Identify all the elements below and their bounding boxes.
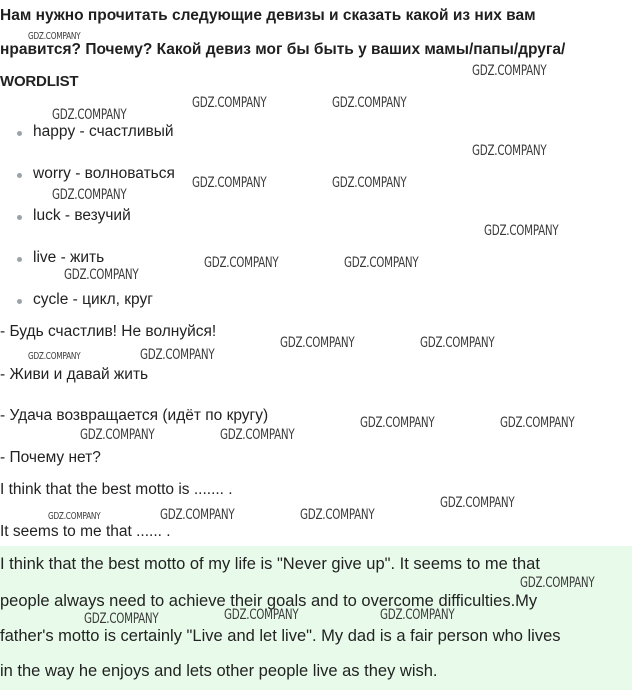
watermark: GDZ.COMPANY	[160, 507, 235, 523]
watermark: GDZ.COMPANY	[500, 415, 575, 431]
answer-line: people always need to achieve their goals and to overcome difficulties.My	[0, 592, 538, 610]
watermark: GDZ.COMPANY	[484, 223, 559, 239]
answer-line: father's motto is certainly "Live and let live". My dad is a fair person who lives	[0, 627, 561, 645]
question-line-2: нравится? Почему? Какой девиз мог бы быть у ваших мамы/папы/друга/	[0, 41, 566, 58]
watermark: GDZ.COMPANY	[472, 143, 547, 159]
watermark: GDZ.COMPANY	[360, 415, 435, 431]
motto-line: - Удача возвращается (идёт по кругу)	[0, 407, 269, 424]
watermark: GDZ.COMPANY	[520, 575, 595, 591]
watermark: GDZ.COMPANY	[344, 255, 419, 271]
wordlist-item: worry - волноваться	[33, 165, 175, 182]
bullet-icon	[17, 131, 22, 136]
watermark: GDZ.COMPANY	[64, 267, 139, 283]
watermark: GDZ.COMPANY	[380, 607, 455, 623]
watermark: GDZ.COMPANY	[192, 95, 267, 111]
bullet-icon	[17, 173, 22, 178]
motto-line: - Живи и давай жить	[0, 366, 149, 383]
motto-line: - Почему нет?	[0, 449, 101, 466]
watermark: GDZ.COMPANY	[220, 427, 295, 443]
watermark: GDZ.COMPANY	[280, 335, 355, 351]
motto-line: - Будь счастлив! Не волнуйся!	[0, 323, 217, 340]
wordlist-item: live - жить	[33, 249, 105, 266]
watermark: GDZ.COMPANY	[332, 175, 407, 191]
question-line-1: Нам нужно прочитать следующие девизы и сказать какой из них вам	[0, 7, 536, 24]
watermark: GDZ.COMPANY	[224, 607, 299, 623]
wordlist-heading: WORDLIST	[0, 73, 79, 90]
watermark: GDZ.COMPANY	[84, 611, 159, 627]
watermark: GDZ.COMPANY	[52, 187, 127, 203]
wordlist-item: cycle - цикл, круг	[33, 291, 153, 308]
watermark: GDZ.COMPANY	[332, 95, 407, 111]
watermark: GDZ.COMPANY	[204, 255, 279, 271]
watermark: GDZ.COMPANY	[48, 511, 101, 522]
watermark: GDZ.COMPANY	[440, 495, 515, 511]
watermark: GDZ.COMPANY	[300, 507, 375, 523]
watermark: GDZ.COMPANY	[28, 31, 81, 42]
watermark: GDZ.COMPANY	[28, 351, 81, 362]
watermark: GDZ.COMPANY	[140, 347, 215, 363]
watermark: GDZ.COMPANY	[52, 107, 127, 123]
wordlist-item: luck - везучий	[33, 207, 131, 224]
bullet-icon	[17, 299, 22, 304]
watermark: GDZ.COMPANY	[472, 63, 547, 79]
answer-line: I think that the best motto of my life is "Never give up". It seems to me that	[0, 555, 540, 573]
template-line: I think that the best motto is ....... .	[0, 481, 233, 498]
bullet-icon	[17, 215, 22, 220]
watermark: GDZ.COMPANY	[420, 335, 495, 351]
template-line: It seems to me that ...... .	[0, 523, 171, 540]
wordlist-item: happy - счастливый	[33, 123, 174, 140]
bullet-icon	[17, 257, 22, 262]
answer-line: in the way he enjoys and lets other people live as they wish.	[0, 662, 438, 680]
watermark: GDZ.COMPANY	[80, 427, 155, 443]
watermark: GDZ.COMPANY	[192, 175, 267, 191]
